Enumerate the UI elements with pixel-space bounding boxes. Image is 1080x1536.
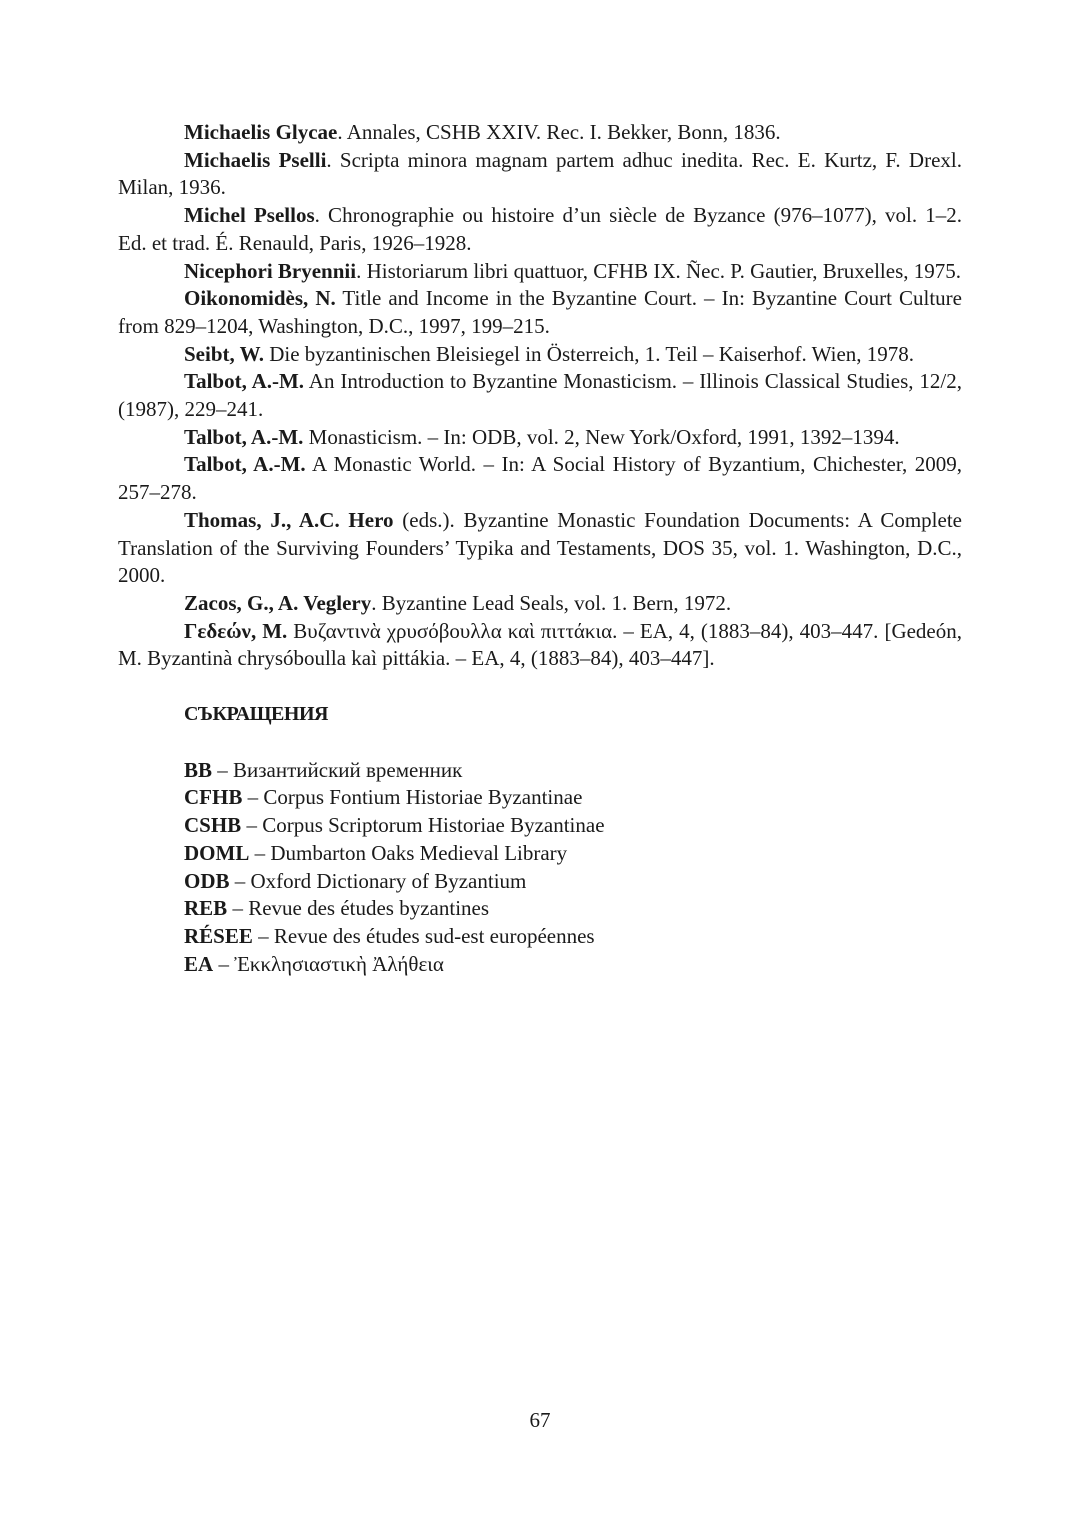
abbreviation-code: RÉSEE xyxy=(184,923,253,948)
entry-author: Oikonomidès, N. xyxy=(184,286,336,311)
bibliography-entry xyxy=(118,424,962,452)
bibliography-list xyxy=(118,119,962,673)
abbreviation-item xyxy=(184,923,962,951)
entry-text: A Monastic World. – In: A Social History of Byzantium, Chichester, 2009, 257–278. xyxy=(118,452,962,505)
entry-text: . Byzantine Lead Seals, vol. 1. Bern, 1972. xyxy=(371,590,732,615)
abbreviation-item xyxy=(184,951,962,979)
bibliography-entry xyxy=(118,202,962,257)
bibliography-entry xyxy=(118,507,962,590)
entry-author: Γεδεών, Μ. xyxy=(184,618,288,643)
abbreviation-meaning: – Revue des études sud-est européennes xyxy=(252,923,595,948)
entry-author: Michaelis Glycae xyxy=(184,120,338,144)
abbreviation-code: CSHB xyxy=(184,813,242,838)
bibliography-entry xyxy=(118,258,962,286)
entry-author: Talbot, A.-M. xyxy=(184,452,306,477)
abbreviation-item xyxy=(184,868,962,896)
bibliography-entry xyxy=(118,451,962,506)
page-number: 67 xyxy=(529,1408,551,1432)
entry-author: Talbot, A.-M. xyxy=(184,424,304,449)
abbreviation-item xyxy=(184,895,962,923)
entry-author: Nicephori Bryennii xyxy=(184,258,357,283)
abbreviation-code: REB xyxy=(184,896,228,921)
entry-text: . Annales, CSHB XXIV. Rec. I. Bekker, Bonn, 1836. xyxy=(337,120,781,144)
entry-text: Title and Income in the Byzantine Court. – In: Byzantine Court Culture from 829–1204, Washington, D.C., 1997, 199–215. xyxy=(118,286,962,338)
abbreviation-meaning: – Dumbarton Oaks Medieval Library xyxy=(249,840,568,865)
abbreviation-item xyxy=(184,840,962,868)
abbreviation-meaning: – Corpus Scriptorum Historiae Byzantinae xyxy=(241,813,605,838)
entry-author: Michel Psellos xyxy=(184,203,315,228)
abbreviation-meaning: – Corpus Fontium Historiae Byzantinae xyxy=(242,785,583,810)
entry-text: (eds.). Byzantine Monastic Foundation Documents: A Complete Translation of the Surviving Founders’ Typika and Testaments, DOS 35, vol. 1. Washington, D.C., 2000. xyxy=(118,507,962,588)
entry-author: Zacos, G., A. Veglery xyxy=(184,590,372,615)
entry-text: Die byzantinischen Bleisiegel in Österreich, 1. Teil – Kaiserhof. Wien, 1978. xyxy=(263,341,915,366)
abbreviations-list xyxy=(184,757,962,979)
entry-author: Seibt, W. xyxy=(184,341,264,366)
entry-text: . Historiarum libri quattuor, CFHB IX. Ñec. P. Gautier, Bruxelles, 1975. xyxy=(356,258,962,283)
abbreviation-meaning: – Oxford Dictionary of Byzantium xyxy=(229,868,527,893)
abbreviation-meaning: – Revue des études byzantines xyxy=(227,896,490,921)
entry-text: . Chronographie ou histoire d’un siècle de Byzance (976–1077), vol. 1–2. Ed. et trad. É. Renauld, Paris, 1926–1928. xyxy=(118,203,962,255)
abbreviation-item xyxy=(184,784,962,812)
abbreviation-code: DOML xyxy=(184,840,250,865)
bibliography-entry xyxy=(118,147,962,202)
entry-text: An Introduction to Byzantine Monasticism. – Illinois Classical Studies, 12/2, (1987), 229–241. xyxy=(118,369,962,422)
abbreviation-code: ЕА xyxy=(184,951,214,976)
bibliography-entry xyxy=(118,590,962,618)
bibliography-entry xyxy=(118,618,962,673)
abbreviation-code: CFHB xyxy=(184,785,243,810)
bibliography-entry xyxy=(118,368,962,423)
abbreviation-item xyxy=(184,812,962,840)
abbreviation-meaning: – Ἐκκλησιαστικὴ Ἀλήθεια xyxy=(213,951,444,976)
entry-text: . Scripta minora magnam partem adhuc inedita. Rec. E. Kurtz, F. Drexl. Milan, 1936. xyxy=(118,147,962,200)
entry-author: Michaelis Pselli xyxy=(184,147,327,172)
entry-author: Thomas, J., A.C. Hero xyxy=(184,507,394,532)
entry-text: Βυζαντινὰ χρυσόβουλλα καὶ πιττάκια. – ЕА, 4, (1883–84), 403–447. [Gedeón, M. Byzantinà chrysóboulla kaì pittákia. – ЕА, 4, (1883–84), 403–447]. xyxy=(118,618,962,671)
abbreviation-meaning: – Византийский временник xyxy=(212,757,463,782)
bibliography-entry xyxy=(118,119,962,147)
abbreviation-code: ODB xyxy=(184,868,230,893)
abbreviation-code: ВВ xyxy=(184,757,213,782)
document-page xyxy=(118,119,962,978)
abbreviation-item xyxy=(184,757,962,785)
bibliography-entry xyxy=(118,285,962,340)
entry-author: Talbot, A.-M. xyxy=(184,369,305,394)
entry-text: Monasticism. – In: ODB, vol. 2, New York/Oxford, 1991, 1392–1394. xyxy=(303,424,900,449)
abbreviations-heading: СЪКРАЩЕНИЯ xyxy=(184,703,328,726)
bibliography-entry xyxy=(118,341,962,369)
